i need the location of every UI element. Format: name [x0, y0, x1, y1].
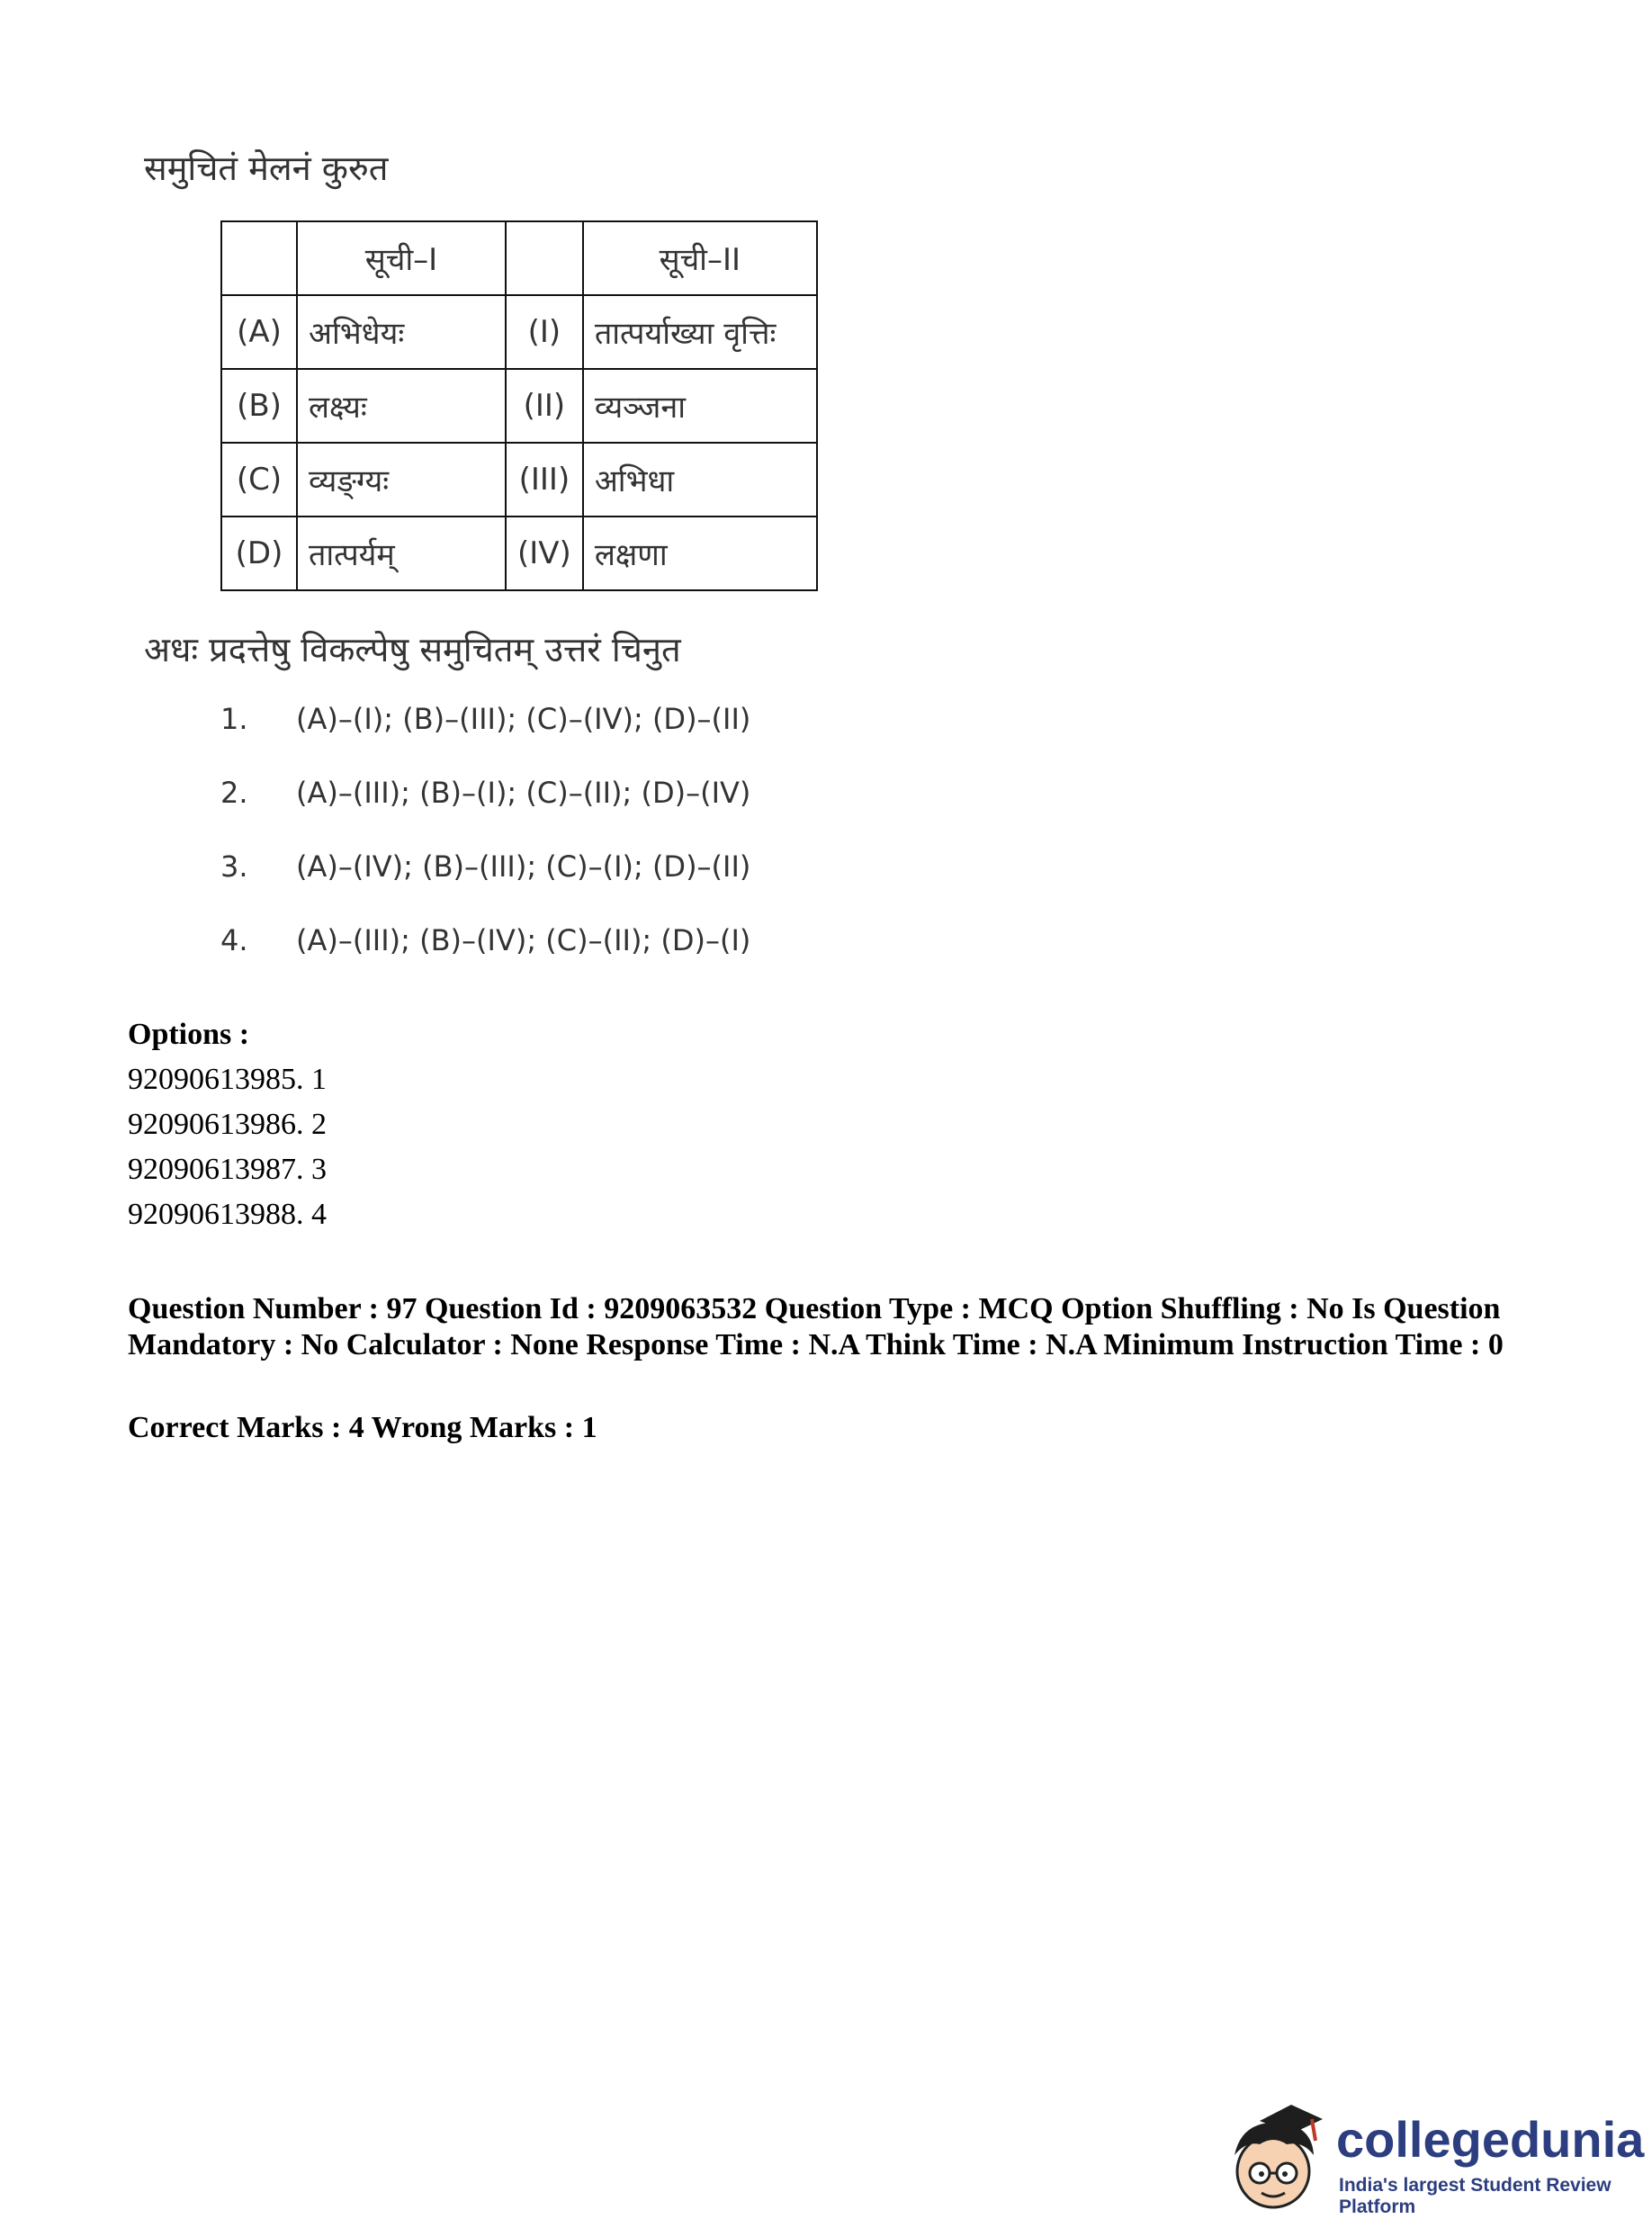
- table-cell: तात्पर्यम्: [297, 517, 506, 590]
- table-cell: लक्षणा: [583, 517, 817, 590]
- table-cell: (III): [506, 443, 583, 517]
- choice-item: [220, 923, 750, 997]
- question-heading: समुचितं मेलनं कुरुत: [144, 148, 389, 188]
- choice-list: [220, 702, 750, 997]
- choice-text: (A)–(III); (B)–(IV); (C)–(II); (D)–(I): [296, 923, 751, 957]
- choice-number: 1.: [220, 702, 248, 736]
- table-header-cell: [506, 221, 583, 295]
- table-cell: (IV): [506, 517, 583, 590]
- table-header-cell: सूची–I: [297, 221, 506, 295]
- table-cell: व्यङ्ग्यः: [297, 443, 506, 517]
- table-cell: (C): [221, 443, 297, 517]
- table-cell: (D): [221, 517, 297, 590]
- table-cell: (A): [221, 295, 297, 369]
- table-row: [221, 295, 817, 369]
- question-instruction: अधः प्रदत्तेषु विकल्पेषु समुचितम् उत्तरं चिनुत: [144, 630, 681, 669]
- table-cell: व्यञ्जना: [583, 369, 817, 443]
- option-item: 92090613986. 2: [128, 1108, 327, 1141]
- choice-number: 3.: [220, 849, 248, 884]
- student-mascot-icon: [1224, 2101, 1332, 2218]
- table-cell: लक्ष्यः: [297, 369, 506, 443]
- choice-item: [220, 849, 750, 923]
- table-cell: तात्पर्याख्या वृत्तिः: [583, 295, 817, 369]
- choice-item: [220, 776, 750, 849]
- table-cell: (B): [221, 369, 297, 443]
- option-item: 92090613987. 3: [128, 1153, 327, 1186]
- table-cell: अभिधा: [583, 443, 817, 517]
- options-title: Options :: [128, 1018, 250, 1051]
- table-header-cell: सूची–II: [583, 221, 817, 295]
- question-metadata: Question Number : 97 Question Id : 9209063532 Question Type : MCQ Option Shuffling : No Is Question Mandatory : No Calculator : None Response Time : N.A Think Time : N.A Minimum Instruction Time : 0: [128, 1292, 1504, 1361]
- options-block: [128, 1012, 327, 1237]
- logo-wordmark: collegedunia: [1336, 2111, 1645, 2168]
- table-header-cell: [221, 221, 297, 295]
- table-cell: (II): [506, 369, 583, 443]
- choice-text: (A)–(III); (B)–(I); (C)–(II); (D)–(IV): [296, 776, 751, 810]
- choice-text: (A)–(IV); (B)–(III); (C)–(I); (D)–(II): [296, 849, 751, 884]
- logo-tagline: India's largest Student Review Platform: [1339, 2175, 1612, 2217]
- table-row: [221, 517, 817, 590]
- table-header-row: [221, 221, 817, 295]
- table-cell: (I): [506, 295, 583, 369]
- table-cell: अभिधेयः: [297, 295, 506, 369]
- match-table: [220, 220, 818, 591]
- choice-number: 2.: [220, 776, 248, 810]
- option-item: 92090613985. 1: [128, 1063, 327, 1096]
- choice-number: 4.: [220, 923, 248, 957]
- choice-item: [220, 702, 750, 776]
- choice-text: (A)–(I); (B)–(III); (C)–(IV); (D)–(II): [296, 702, 751, 736]
- question-marks: Correct Marks : 4 Wrong Marks : 1: [128, 1411, 597, 1444]
- collegedunia-logo: [1224, 2101, 1645, 2218]
- table-row: [221, 369, 817, 443]
- option-item: 92090613988. 4: [128, 1198, 327, 1231]
- table-row: [221, 443, 817, 517]
